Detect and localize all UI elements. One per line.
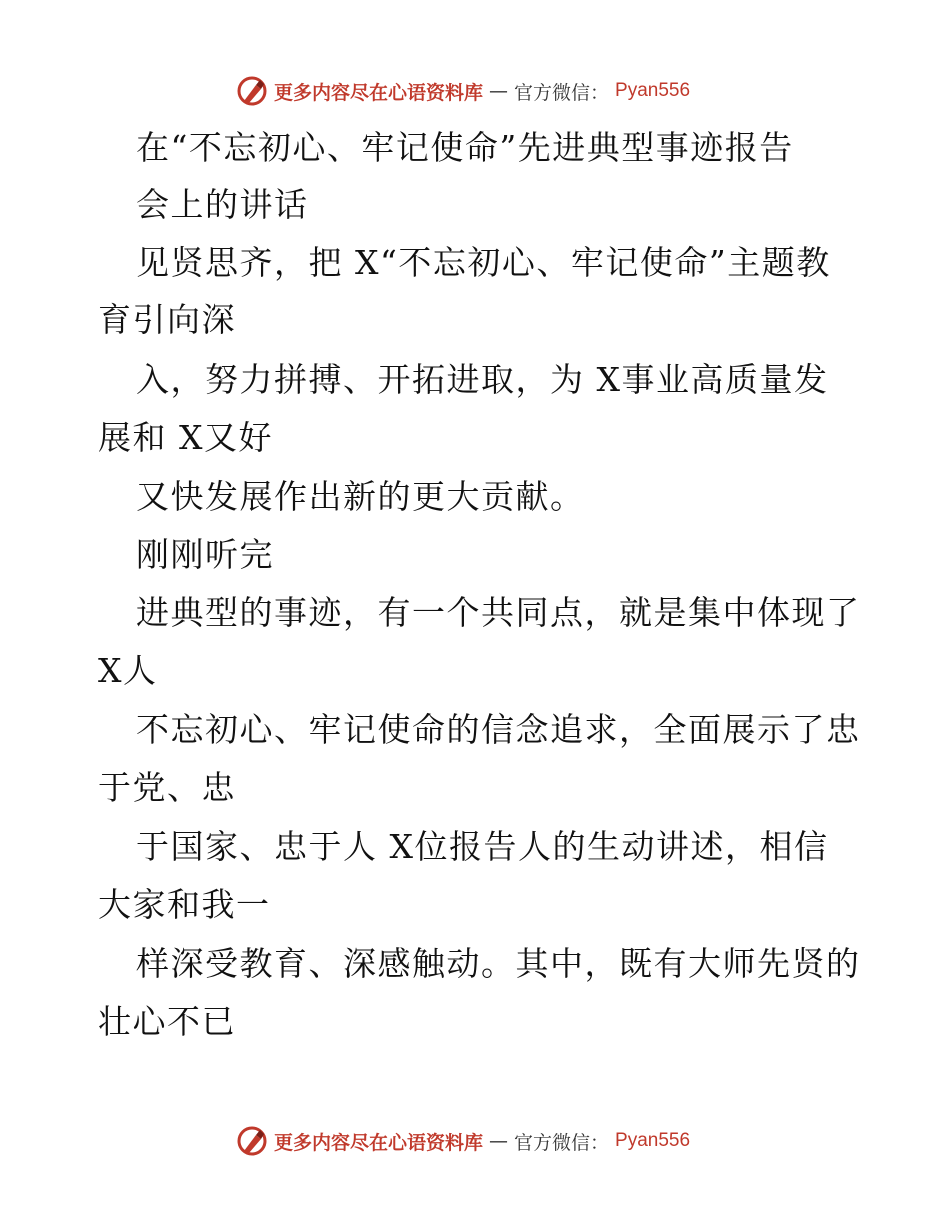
body-line: 样深受教育、深感触动。其中，既有大师先贤的 [136, 944, 861, 983]
body-line: 又快发展作出新的更大贡献。 [136, 477, 585, 516]
body-line: 刚刚听完 [136, 535, 274, 574]
body-line: 入，努力拼搏、开拓进取，为 X事业高质量发 [136, 360, 829, 399]
header-wechat-id: Pyan556 [615, 80, 691, 101]
body-line: 展和 X又好 [98, 418, 273, 457]
header-wechat-label: 官方微信： [514, 81, 610, 104]
body-line: 于国家、忠于人 X位报告人的生动讲述，相信 [136, 827, 829, 866]
title-line-2: 会上的讲话 [136, 185, 309, 224]
footer-wechat-label: 官方微信： [514, 1131, 610, 1154]
body-line: 于党、忠 [98, 768, 236, 807]
footer-banner-text: 更多内容尽在心语资料库 [274, 1131, 484, 1154]
header-banner-separator: — [489, 80, 509, 102]
pen-logo-icon [236, 1125, 268, 1157]
title-line-1: 在“不忘初心、牢记使命”先进典型事迹报告 [136, 128, 794, 167]
header-banner [236, 74, 690, 108]
pen-logo-icon [236, 75, 268, 107]
body-line: 壮心不已 [98, 1002, 236, 1041]
body-line: 大家和我一 [98, 885, 271, 924]
footer-banner-separator: — [489, 1130, 509, 1152]
body-line: 进典型的事迹，有一个共同点，就是集中体现了 [136, 593, 861, 632]
footer-banner [236, 1124, 690, 1158]
body-line: 不忘初心、牢记使命的信念追求，全面展示了忠 [136, 710, 861, 749]
body-line: 见贤思齐，把 X“不忘初心、牢记使命”主题教 [136, 243, 831, 282]
footer-wechat-id: Pyan556 [615, 1130, 691, 1151]
body-line: X人 [98, 651, 158, 690]
header-banner-text: 更多内容尽在心语资料库 [274, 81, 484, 104]
body-line: 育引向深 [98, 300, 236, 339]
